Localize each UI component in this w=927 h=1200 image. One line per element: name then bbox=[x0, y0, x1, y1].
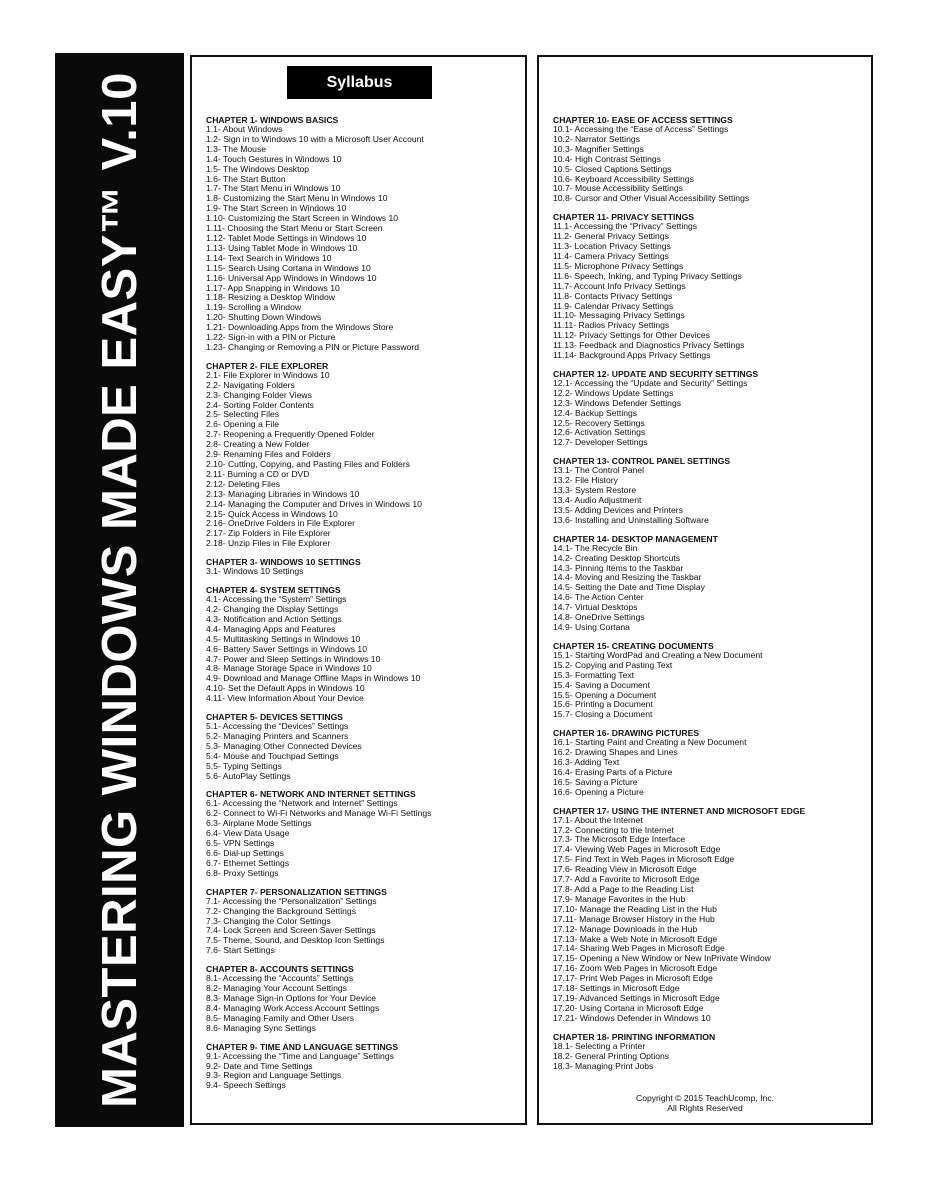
lesson-item: 6.4- View Data Usage bbox=[206, 828, 290, 839]
lesson-item: 2.8- Creating a New Folder bbox=[206, 439, 310, 450]
lesson-item: 10.1- Accessing the “Ease of Access” Settings bbox=[553, 124, 729, 134]
lesson-item: 17.11- Manage Browser History in the Hub bbox=[553, 913, 715, 924]
lesson-item: 4.7- Power and Sleep Settings in Windows 10 bbox=[206, 653, 381, 664]
lesson-item: 11.11- Radios Privacy Settings bbox=[553, 320, 670, 331]
chapter-section bbox=[553, 728, 867, 797]
lesson-item: 16.1- Starting Paint and Creating a New Document bbox=[553, 737, 747, 748]
lesson-item: 16.4- Erasing Parts of a Picture bbox=[553, 766, 673, 777]
lesson-item: 12.6- Activation Settings bbox=[553, 427, 646, 438]
chapter-title: CHAPTER 11- PRIVACY SETTINGS bbox=[553, 212, 695, 223]
lesson-item: 2.10- Cutting, Copying, and Pasting Files and Folders bbox=[206, 459, 410, 469]
lesson-item: 8.5- Managing Family and Other Users bbox=[206, 1012, 355, 1023]
lesson-item: 4.9- Download and Manage Offline Maps in Windows 10 bbox=[206, 673, 421, 684]
lesson-item: 12.4- Backup Settings bbox=[553, 407, 638, 418]
lesson-item: 17.19- Advanced Settings in Microsoft Edge bbox=[553, 992, 720, 1003]
chapter-section bbox=[206, 712, 521, 781]
lesson-item: 1.6- The Start Button bbox=[206, 173, 286, 184]
lesson-item: 4.6- Battery Saver Settings in Windows 10 bbox=[206, 643, 367, 654]
lesson-item: 11.14- Background Apps Privacy Settings bbox=[553, 350, 711, 361]
lesson-item: 10.5- Closed Captions Settings bbox=[553, 163, 672, 174]
lesson-item: 5.6- AutoPlay Settings bbox=[206, 770, 291, 781]
lesson-item: 16.3- Adding Text bbox=[553, 757, 620, 768]
chapter-section bbox=[206, 361, 521, 549]
lesson-item: 14.7- Virtual Desktops bbox=[553, 602, 638, 613]
lesson-item: 2.1- File Explorer in Windows 10 bbox=[206, 369, 330, 380]
syllabus-right-column bbox=[537, 55, 873, 1125]
lesson-item: 8.3- Manage Sign-in Options for Your Device bbox=[206, 992, 377, 1003]
lesson-item: 1.9- The Start Screen in Windows 10 bbox=[206, 203, 347, 214]
lesson-item: 10.8- Cursor and Other Visual Accessibility Settings bbox=[553, 193, 750, 204]
lesson-item: 1.7- The Start Menu in Windows 10 bbox=[206, 183, 341, 194]
lesson-item: 6.3- Airplane Mode Settings bbox=[206, 818, 312, 829]
lesson-item: 16.2- Drawing Shapes and Lines bbox=[553, 747, 678, 758]
lesson-item: 16.5- Saving a Picture bbox=[553, 776, 638, 787]
cover-spine bbox=[55, 53, 184, 1127]
lesson-item: 11.12- Privacy Settings for Other Devices bbox=[553, 330, 710, 341]
lesson-item: 1.5- The Windows Desktop bbox=[206, 163, 310, 174]
chapter-section bbox=[553, 534, 867, 633]
lesson-item: 6.5- VPN Settings bbox=[206, 838, 275, 849]
lesson-item: 17.3- The Microsoft Edge Interface bbox=[553, 834, 686, 845]
lesson-item: 14.6- The Action Center bbox=[553, 592, 644, 603]
chapter-section bbox=[206, 115, 521, 353]
lesson-item: 3.1- Windows 10 Settings bbox=[206, 566, 304, 577]
lesson-item: 7.2- Changing the Background Settings bbox=[206, 905, 357, 916]
lesson-item: 11.5- Microphone Privacy Settings bbox=[553, 260, 684, 271]
lesson-item: 15.4- Saving a Document bbox=[553, 679, 650, 690]
lesson-item: 18.1- Selecting a Printer bbox=[553, 1040, 646, 1051]
lesson-item: 17.2- Connecting to the Internet bbox=[553, 824, 674, 835]
lesson-item: 13.5- Adding Devices and Printers bbox=[553, 504, 683, 515]
lesson-item: 17.20- Using Cortana in Microsoft Edge bbox=[553, 1002, 704, 1013]
rights-line: All Rights Reserved bbox=[667, 1103, 743, 1113]
lesson-item: 5.2- Managing Printers and Scanners bbox=[206, 730, 349, 741]
lesson-item: 12.1- Accessing the “Update and Security” Settings bbox=[553, 377, 748, 388]
lesson-item: 2.12- Deleting Files bbox=[206, 478, 281, 489]
lesson-item: 4.11- View Information About Your Device bbox=[206, 693, 364, 704]
chapter-section bbox=[206, 585, 521, 704]
lesson-item: 13.1- The Control Panel bbox=[553, 465, 645, 476]
lesson-item: 4.1- Accessing the “System” Settings bbox=[206, 594, 347, 605]
lesson-item: 17.14- Sharing Web Pages in Microsoft Edge bbox=[553, 943, 725, 954]
chapter-list-right bbox=[553, 115, 867, 1079]
lesson-item: 1.12- Tablet Mode Settings in Windows 10 bbox=[206, 232, 367, 243]
lesson-item: 1.22- Sign-in with a PIN or Picture bbox=[206, 332, 336, 343]
lesson-item: 17.1- About the Internet bbox=[553, 814, 643, 825]
syllabus-heading: Syllabus bbox=[287, 66, 432, 99]
lesson-item: 1.21- Downloading Apps from the Windows Store bbox=[206, 322, 394, 333]
lesson-item: 13.2- File History bbox=[553, 475, 618, 486]
lesson-item: 4.8- Manage Storage Space in Windows 10 bbox=[206, 663, 372, 674]
chapter-section bbox=[206, 1042, 521, 1092]
lesson-item: 15.1- Starting WordPad and Creating a New Document bbox=[553, 649, 763, 660]
lesson-item: 17.9- Manage Favorites in the Hub bbox=[553, 893, 686, 904]
lesson-item: 1.10- Customizing the Start Screen in Windows 10 bbox=[206, 213, 399, 224]
lesson-item: 1.15- Search Using Cortana in Windows 10 bbox=[206, 262, 371, 273]
lesson-item: 15.6- Printing a Document bbox=[553, 699, 653, 710]
lesson-item: 2.4- Sorting Folder Contents bbox=[206, 399, 314, 410]
chapter-title: CHAPTER 10- EASE OF ACCESS SETTINGS bbox=[553, 115, 733, 125]
lesson-item: 12.2- Windows Update Settings bbox=[553, 387, 674, 398]
lesson-item: 17.15- Opening a New Window or New InPrivate Window bbox=[553, 953, 771, 964]
lesson-item: 16.6- Opening a Picture bbox=[553, 786, 644, 797]
chapter-section bbox=[206, 964, 521, 1033]
lesson-item: 9.4- Speech Settings bbox=[206, 1080, 286, 1091]
lesson-item: 4.2- Changing the Display Settings bbox=[206, 603, 339, 614]
lesson-item: 1.14- Text Search in Windows 10 bbox=[206, 252, 332, 263]
lesson-item: 4.5- Multitasking Settings in Windows 10 bbox=[206, 633, 361, 644]
lesson-item: 9.3- Region and Language Settings bbox=[206, 1070, 342, 1081]
chapter-title: CHAPTER 7- PERSONALIZATION SETTINGS bbox=[206, 886, 387, 897]
lesson-item: 17.17- Print Web Pages in Microsoft Edge bbox=[553, 973, 713, 984]
chapter-section bbox=[553, 115, 867, 204]
chapter-section bbox=[553, 212, 867, 361]
lesson-item: 14.4- Moving and Resizing the Taskbar bbox=[553, 572, 702, 583]
lesson-item: 11.7- Account Info Privacy Settings bbox=[553, 280, 686, 291]
lesson-item: 1.19- Scrolling a Window bbox=[206, 302, 302, 313]
lesson-item: 5.4- Mouse and Touchpad Settings bbox=[206, 750, 339, 761]
lesson-item: 17.10- Manage the Reading List in the Hub bbox=[553, 903, 717, 914]
lesson-item: 2.6- Opening a File bbox=[206, 419, 280, 430]
lesson-item: 2.16- OneDrive Folders in File Explorer bbox=[206, 518, 356, 529]
lesson-item: 13.3- System Restore bbox=[553, 485, 637, 496]
book-title: MASTERING WINDOWS MADE EASY™ V.10 bbox=[92, 72, 147, 1108]
lesson-item: 11.2- General Privacy Settings bbox=[553, 231, 669, 242]
chapter-title: CHAPTER 18- PRINTING INFORMATION bbox=[553, 1031, 716, 1042]
chapter-title: CHAPTER 1- WINDOWS BASICS bbox=[206, 115, 339, 125]
lesson-item: 14.2- Creating Desktop Shortcuts bbox=[553, 552, 681, 563]
lesson-item: 2.9- Renaming Files and Folders bbox=[206, 449, 331, 460]
lesson-item: 17.12- Manage Downloads in the Hub bbox=[553, 923, 698, 934]
lesson-item: 6.7- Ethernet Settings bbox=[206, 857, 290, 868]
lesson-item: 1.8- Customizing the Start Menu in Windows 10 bbox=[206, 193, 388, 204]
lesson-item: 2.2- Navigating Folders bbox=[206, 379, 295, 390]
lesson-item: 15.2- Copying and Pasting Text bbox=[553, 659, 673, 670]
lesson-item: 18.3- Managing Print Jobs bbox=[553, 1060, 654, 1071]
lesson-item: 2.7- Reopening a Frequently Opened Folder bbox=[206, 429, 375, 440]
lesson-item: 17.7- Add a Favorite to Microsoft Edge bbox=[553, 874, 700, 885]
lesson-item: 8.1- Accessing the “Accounts” Settings bbox=[206, 973, 354, 984]
lesson-item: 15.7- Closing a Document bbox=[553, 709, 653, 720]
lesson-item: 6.6- Dial-up Settings bbox=[206, 848, 284, 858]
lesson-item: 8.4- Managing Work Access Account Settings bbox=[206, 1002, 380, 1013]
lesson-item: 18.2- General Printing Options bbox=[553, 1050, 670, 1061]
lesson-item: 1.18- Resizing a Desktop Window bbox=[206, 292, 335, 303]
chapter-section bbox=[553, 641, 867, 720]
lesson-item: 4.3- Notification and Action Settings bbox=[206, 613, 342, 624]
chapter-section bbox=[553, 369, 867, 448]
lesson-item: 10.2- Narrator Settings bbox=[553, 133, 640, 144]
lesson-item: 8.2- Managing Your Account Settings bbox=[206, 983, 347, 994]
lesson-item: 9.2- Date and Time Settings bbox=[206, 1060, 313, 1071]
chapter-title: CHAPTER 9- TIME AND LANGUAGE SETTINGS bbox=[206, 1041, 399, 1052]
lesson-item: 1.16- Universal App Windows in Windows 10 bbox=[206, 272, 377, 283]
lesson-item: 14.3- Pinning Items to the Taskbar bbox=[553, 562, 684, 573]
lesson-item: 2.11- Burning a CD or DVD bbox=[206, 468, 310, 479]
lesson-item: 2.14- Managing the Computer and Drives in Windows 10 bbox=[206, 498, 422, 509]
lesson-item: 14.9- Using Cortana bbox=[553, 621, 630, 632]
chapter-title: CHAPTER 2- FILE EXPLORER bbox=[206, 360, 329, 371]
lesson-item: 11.8- Contacts Privacy Settings bbox=[553, 290, 673, 301]
lesson-item: 5.5- Typing Settings bbox=[206, 760, 282, 771]
lesson-item: 2.17- Zip Folders in File Explorer bbox=[206, 528, 331, 539]
lesson-item: 1.13- Using Tablet Mode in Windows 10 bbox=[206, 242, 358, 253]
lesson-item: 14.5- Setting the Date and Time Display bbox=[553, 582, 705, 593]
lesson-item: 7.4- Lock Screen and Screen Saver Settings bbox=[206, 925, 376, 936]
lesson-item: 8.6- Managing Sync Settings bbox=[206, 1022, 316, 1033]
lesson-item: 11.4- Camera Privacy Settings bbox=[553, 250, 669, 261]
lesson-item: 1.20- Shutting Down Windows bbox=[206, 312, 322, 323]
syllabus-left-column bbox=[190, 55, 527, 1125]
chapter-section bbox=[553, 456, 867, 525]
chapter-section bbox=[206, 789, 521, 878]
chapter-title: CHAPTER 4- SYSTEM SETTINGS bbox=[206, 585, 341, 596]
lesson-item: 17.21- Windows Defender in Windows 10 bbox=[553, 1012, 711, 1023]
lesson-item: 1.11- Choosing the Start Menu or Start Screen bbox=[206, 223, 383, 234]
chapter-title: CHAPTER 17- USING THE INTERNET AND MICROSOFT EDGE bbox=[553, 805, 806, 816]
chapter-section bbox=[206, 557, 521, 577]
lesson-item: 6.8- Proxy Settings bbox=[206, 867, 279, 878]
chapter-title: CHAPTER 15- CREATING DOCUMENTS bbox=[553, 640, 714, 651]
lesson-item: 17.8- Add a Page to the Reading List bbox=[553, 884, 694, 894]
lesson-item: 1.4- Touch Gestures in Windows 10 bbox=[206, 153, 342, 164]
lesson-item: 17.6- Reading View in Microsoft Edge bbox=[553, 864, 697, 875]
lesson-item: 5.1- Accessing the “Devices” Settings bbox=[206, 721, 349, 732]
lesson-item: 7.3- Changing the Color Settings bbox=[206, 915, 331, 926]
lesson-item: 6.2- Connect to Wi-Fi Networks and Manage Wi-Fi Settings bbox=[206, 808, 432, 819]
chapter-title: CHAPTER 3- WINDOWS 10 SETTINGS bbox=[206, 557, 361, 568]
lesson-item: 17.5- Find Text in Web Pages in Microsoft Edge bbox=[553, 854, 735, 865]
lesson-item: 4.4- Managing Apps and Features bbox=[206, 623, 336, 634]
lesson-item: 2.18- Unzip Files in File Explorer bbox=[206, 538, 331, 549]
copyright-line: Copyright © 2015 TeachUcomp, Inc. bbox=[635, 1093, 774, 1103]
chapter-list-left bbox=[206, 115, 521, 1099]
lesson-item: 11.3- Location Privacy Settings bbox=[553, 241, 671, 252]
chapter-title: CHAPTER 12- UPDATE AND SECURITY SETTINGS bbox=[553, 368, 759, 379]
lesson-item: 1.3- The Mouse bbox=[206, 143, 267, 154]
lesson-item: 12.5- Recovery Settings bbox=[553, 417, 645, 428]
lesson-item: 1.2- Sign in to Windows 10 with a Microsoft User Account bbox=[206, 133, 424, 144]
chapter-section bbox=[553, 1032, 867, 1072]
chapter-title: CHAPTER 14- DESKTOP MANAGEMENT bbox=[553, 533, 718, 544]
lesson-item: 7.6- Start Settings bbox=[206, 945, 275, 956]
lesson-item: 4.10- Set the Default Apps in Windows 10 bbox=[206, 683, 365, 694]
lesson-item: 10.4- High Contrast Settings bbox=[553, 153, 661, 164]
lesson-item: 13.6- Installing and Uninstalling Software bbox=[553, 514, 709, 525]
chapter-title: CHAPTER 16- DRAWING PICTURES bbox=[553, 728, 700, 739]
lesson-item: 6.1- Accessing the “Network and Internet” Settings bbox=[206, 798, 398, 809]
lesson-item: 13.4- Audio Adjustment bbox=[553, 495, 642, 505]
chapter-title: CHAPTER 5- DEVICES SETTINGS bbox=[206, 712, 344, 723]
chapter-section bbox=[206, 887, 521, 956]
lesson-item: 7.1- Accessing the “Personalization” Settings bbox=[206, 895, 377, 906]
copyright-notice bbox=[539, 1093, 871, 1113]
chapter-title: CHAPTER 6- NETWORK AND INTERNET SETTINGS bbox=[206, 789, 416, 800]
lesson-item: 10.6- Keyboard Accessibility Settings bbox=[553, 173, 694, 184]
lesson-item: 17.4- Viewing Web Pages in Microsoft Edge bbox=[553, 844, 721, 855]
lesson-item: 2.3- Changing Folder Views bbox=[206, 389, 312, 400]
lesson-item: 5.3- Managing Other Connected Devices bbox=[206, 740, 362, 751]
lesson-item: 1.17- App Snapping in Windows 10 bbox=[206, 282, 340, 293]
lesson-item: 11.10- Messaging Privacy Settings bbox=[553, 310, 685, 321]
lesson-item: 12.3- Windows Defender Settings bbox=[553, 397, 682, 408]
lesson-item: 9.1- Accessing the “Time and Language” Settings bbox=[206, 1050, 394, 1061]
lesson-item: 14.1- The Recycle Bin bbox=[553, 542, 638, 553]
lesson-item: 11.13- Feedback and Diagnostics Privacy Settings bbox=[553, 340, 745, 351]
lesson-item: 1.23- Changing or Removing a PIN or Picture Password bbox=[206, 341, 420, 352]
lesson-item: 17.18- Settings in Microsoft Edge bbox=[553, 983, 680, 994]
lesson-item: 17.16- Zoom Web Pages in Microsoft Edge bbox=[553, 963, 718, 974]
lesson-item: 17.13- Make a Web Note in Microsoft Edge bbox=[553, 933, 718, 944]
chapter-title: CHAPTER 8- ACCOUNTS SETTINGS bbox=[206, 964, 354, 975]
lesson-item: 12.7- Developer Settings bbox=[553, 437, 648, 448]
chapter-title: CHAPTER 13- CONTROL PANEL SETTINGS bbox=[553, 456, 731, 467]
lesson-item: 2.15- Quick Access in Windows 10 bbox=[206, 508, 338, 519]
lesson-item: 15.3- Formatting Text bbox=[553, 669, 635, 680]
lesson-item: 2.5- Selecting Files bbox=[206, 409, 280, 420]
lesson-item: 10.3- Magnifier Settings bbox=[553, 143, 644, 154]
lesson-item: 14.8- OneDrive Settings bbox=[553, 612, 645, 623]
lesson-item: 11.6- Speech, Inking, and Typing Privacy Settings bbox=[553, 270, 742, 281]
lesson-item: 11.1- Accessing the “Privacy” Settings bbox=[553, 221, 698, 232]
lesson-item: 7.5- Theme, Sound, and Desktop Icon Settings bbox=[206, 935, 385, 946]
lesson-item: 1.1- About Windows bbox=[206, 124, 283, 134]
lesson-item: 11.9- Calendar Privacy Settings bbox=[553, 300, 674, 311]
lesson-item: 15.5- Opening a Document bbox=[553, 689, 657, 700]
chapter-section bbox=[553, 806, 867, 1024]
lesson-item: 10.7- Mouse Accessibility Settings bbox=[553, 183, 683, 194]
lesson-item: 2.13- Managing Libraries in Windows 10 bbox=[206, 488, 360, 499]
